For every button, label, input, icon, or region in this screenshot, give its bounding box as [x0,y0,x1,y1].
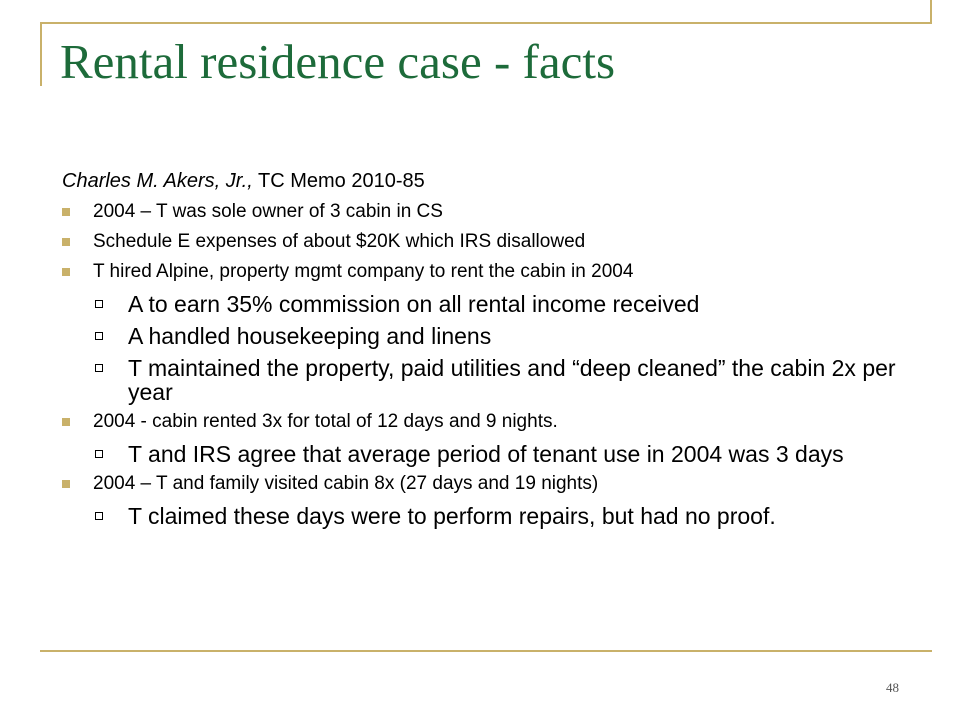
bullet-text: 2004 - cabin rented 3x for total of 12 days and 9 nights. [93,411,558,432]
square-bullet-icon [62,480,70,488]
left-rule [40,22,42,86]
bullet-text: Schedule E expenses of about $20K which IRS disallowed [93,231,586,252]
page-number: 48 [886,680,899,695]
bullet-text: 2004 – T was sole owner of 3 cabin in CS [93,201,443,222]
square-bullet-icon [62,268,70,276]
bullet-item [62,200,922,224]
bullet-item [62,230,922,254]
case-reference: TC Memo 2010-85 [257,170,425,192]
bullet-text: T hired Alpine, property mgmt company to rent the cabin in 2004 [93,261,634,282]
sub-bullet-text: A handled housekeeping and linens [128,323,492,349]
top-rule [40,22,932,24]
hollow-square-bullet-icon [95,512,103,520]
bullet-item [62,472,922,496]
bullet-item [62,410,922,434]
bullet-item [62,260,922,284]
slide-body [62,168,922,528]
hollow-square-bullet-icon [95,332,103,340]
case-citation [62,168,922,194]
sub-bullet-item [93,504,918,528]
square-bullet-icon [62,418,70,426]
sub-bullet-item [93,442,918,466]
hollow-square-bullet-icon [95,300,103,308]
sub-bullet-item [93,292,918,316]
sub-bullet-item [93,356,918,404]
sub-bullet-text: T and IRS agree that average period of tenant use in 2004 was 3 days [128,441,844,467]
sub-bullet-text: T claimed these days were to perform repairs, but had no proof. [128,503,776,529]
right-rule [930,0,932,24]
sub-bullet-text: T maintained the property, paid utilities and “deep cleaned” the cabin 2x per year [128,355,896,405]
hollow-square-bullet-icon [95,364,103,372]
bullet-text: 2004 – T and family visited cabin 8x (27 days and 19 nights) [93,473,599,494]
slide-title: Rental residence case - facts [60,34,616,89]
case-name: Charles M. Akers, Jr., [62,170,253,192]
square-bullet-icon [62,208,70,216]
hollow-square-bullet-icon [95,450,103,458]
square-bullet-icon [62,238,70,246]
sub-bullet-text: A to earn 35% commission on all rental income received [128,291,700,317]
bottom-rule [40,650,932,652]
sub-bullet-item [93,324,918,348]
